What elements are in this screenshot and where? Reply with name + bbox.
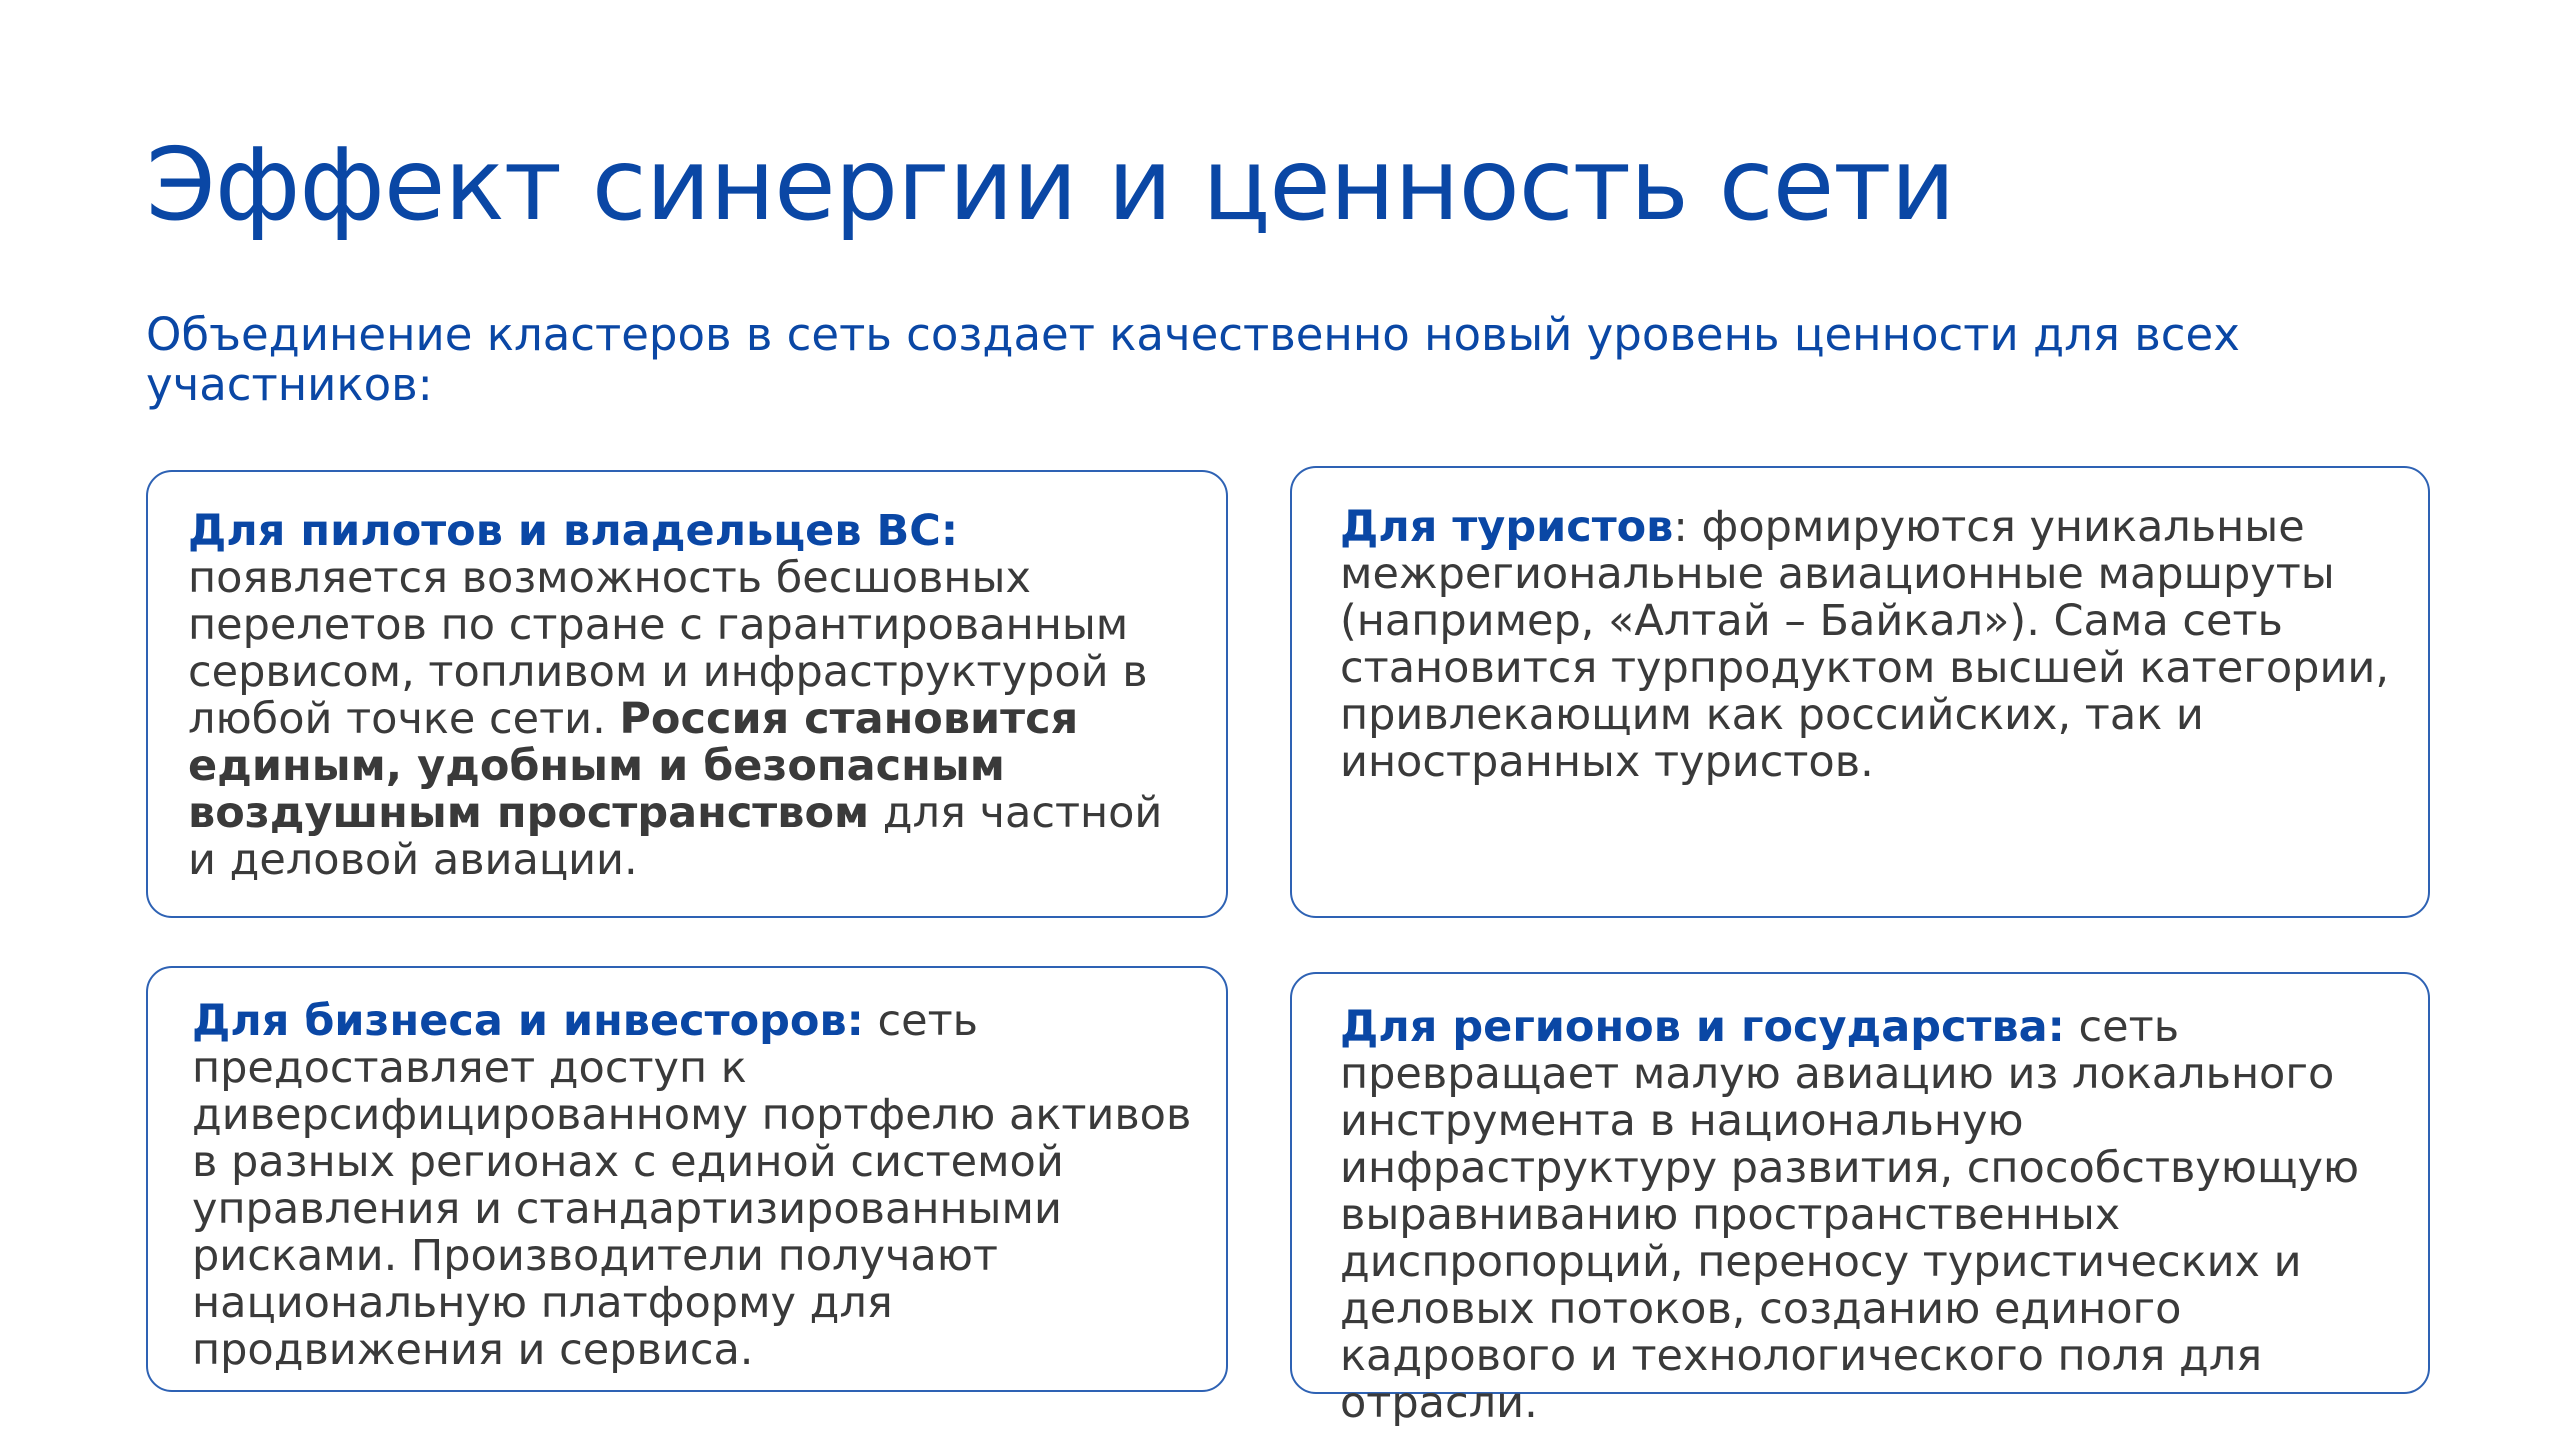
card-tourists-text xyxy=(1340,504,2398,786)
card-tourists-heading: Для туристов xyxy=(1340,502,1674,552)
card-tourists-body: : формируются уникальные межрегиональные авиационные маршруты (например, «Алтай – Байкал»). Сама сеть становится турпродуктом высшей категории, привлекающим как российских, так и иностранных туристов. xyxy=(1340,502,2390,787)
slide-subtitle: Объединение кластеров в сеть создает качественно новый уровень ценности для всех участников: xyxy=(146,308,2240,411)
card-business-investors xyxy=(146,966,1228,1392)
card-pilots-highlight: Россия становится единым, удобным и безопасным воздушным пространством xyxy=(188,694,1079,838)
card-regions-state xyxy=(1290,972,2430,1428)
card-pilots-heading: Для пилотов и владельцев ВС: xyxy=(188,506,959,556)
card-pilots-owners xyxy=(146,470,1228,918)
card-pilots-body-end: для частной и деловой авиации. xyxy=(188,788,1163,885)
card-regions-body: сеть превращает малую авиацию из локального инструмента в национальную инфраструктуру развития, способствующую выравниванию пространственных диспропорций, переносу туристических и деловых потоков, созданию единого кадрового и технологического поля для отрасли. xyxy=(1340,1002,2360,1428)
card-pilots-text xyxy=(188,508,1196,884)
card-tourists xyxy=(1290,466,2430,918)
slide-title: Эффект синергии и ценность сети xyxy=(146,126,1955,243)
card-regions-text xyxy=(1340,1004,2404,1427)
card-regions-heading: Для регионов и государства: xyxy=(1340,1002,2065,1052)
card-business-heading: Для бизнеса и инвесторов: xyxy=(192,996,864,1046)
card-business-text xyxy=(192,998,1200,1374)
card-pilots-body: появляется возможность бесшовных перелетов по стране с гарантированным сервисом, топливом и инфраструктурой в любой точке сети. xyxy=(188,553,1148,744)
card-business-body: сеть предоставляет доступ к диверсифицированному портфелю активов в разных регионах с единой системой управления и стандартизированными рисками. Производители получают национальную платформу для продвижения и сервиса. xyxy=(192,996,1192,1375)
